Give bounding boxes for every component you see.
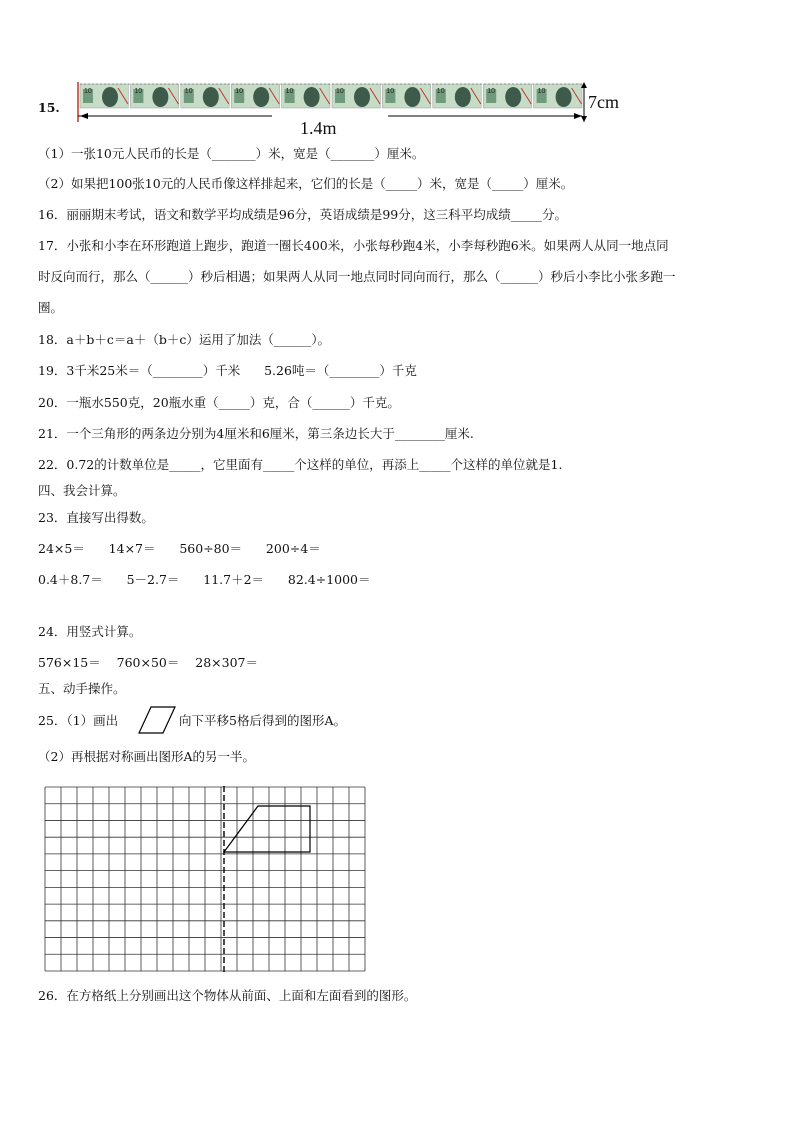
q23-row2: 0.4＋8.7＝ 5－2.7＝ 11.7＋2＝ 82.4÷1000＝ (38, 572, 371, 587)
grid-paper (44, 786, 368, 972)
banknote-value: 10 (84, 88, 92, 95)
banknote-value: 10 (487, 88, 495, 95)
banknote (332, 84, 380, 108)
banknote-value: 10 (285, 88, 294, 95)
portrait-icon (152, 87, 168, 107)
q24-row: 576×15＝ 760×50＝ 28×307＝ (38, 655, 259, 670)
q25-part1-pre: 25．（1）画出 (38, 713, 119, 728)
length-arrow-left (80, 113, 88, 119)
height-label: 7cm (588, 92, 619, 112)
banknote (181, 84, 229, 108)
banknote-value: 10 (134, 88, 143, 95)
banknote-strip-figure (38, 78, 638, 140)
parallelogram-figure (137, 705, 177, 735)
q19: 19．3千米25米＝（________）千米 5.26吨＝（________）千克 (38, 363, 417, 378)
q17-line2: 时反向而行，那么（______）秒后相遇；如果两人从同一地点同时同向而行，那么（______）秒后小李比小张多跑一 (38, 269, 676, 284)
length-arrow-right (574, 113, 582, 119)
banknote (433, 84, 481, 108)
banknote-value: 10 (184, 88, 193, 95)
q18: 18．a＋b＋c＝a＋（b＋c）运用了加法（______）。 (38, 332, 331, 347)
banknote-value: 10 (537, 88, 546, 95)
length-label: 1.4m (300, 118, 337, 138)
q20: 20．一瓶水550克，20瓶水重（_____）克，合（______）千克。 (38, 395, 400, 410)
q25-part1-post: 向下平移5格后得到的图形A。 (179, 713, 346, 728)
banknote (80, 84, 128, 108)
banknote (282, 84, 330, 108)
q15-part1: （1）一张10元人民币的长是（_______）米，宽是（_______）厘米。 (38, 146, 425, 161)
q23-title: 23．直接写出得数。 (38, 510, 154, 525)
q15-number: 15. (38, 100, 60, 115)
q25-part2: （2）再根据对称画出图形A的另一半。 (38, 749, 255, 764)
portrait-icon (203, 87, 219, 107)
banknote-value: 10 (235, 88, 243, 95)
section-5-heading: 五、动手操作。 (38, 681, 126, 696)
portrait-icon (253, 87, 269, 107)
portrait-icon (102, 87, 118, 107)
q21: 21．一个三角形的两条边分别为4厘米和6厘米，第三条边长大于________厘米. (38, 426, 474, 441)
section-4-heading: 四、我会计算。 (38, 483, 126, 498)
portrait-icon (404, 87, 420, 107)
portrait-icon (505, 87, 521, 107)
banknote-value: 10 (436, 88, 445, 95)
banknote (382, 84, 430, 108)
q22: 22．0.72的计数单位是_____，它里面有_____个这样的单位，再添上_____个这样的单位就是1. (38, 457, 563, 472)
banknote-value: 10 (336, 88, 344, 95)
q15-part2: （2）如果把100张10元的人民币像这样排起来，它们的长是（_____）米，宽是（_____）厘米。 (38, 176, 574, 191)
q23-row1: 24×5＝ 14×7＝ 560÷80＝ 200÷4＝ (38, 541, 321, 556)
banknote (130, 84, 178, 108)
portrait-icon (354, 87, 370, 107)
banknote-value: 10 (386, 88, 395, 95)
q26: 26．在方格纸上分别画出这个物体从前面、上面和左面看到的图形。 (38, 988, 417, 1003)
q16: 16．丽丽期末考试，语文和数学平均成绩是96分，英语成绩是99分，这三科平均成绩_____分。 (38, 207, 567, 222)
grid-lines (45, 787, 365, 971)
portrait-icon (455, 87, 471, 107)
q17-line1: 17．小张和小李在环形跑道上跑步，跑道一圈长400米，小张每秒跑4米，小李每秒跑6米。如果两人从同一地点同 (38, 238, 669, 253)
height-arrow-bottom (581, 116, 587, 122)
portrait-icon (556, 87, 572, 107)
q24-title: 24．用竖式计算。 (38, 624, 142, 639)
banknote (483, 84, 531, 108)
parallelogram-shape (139, 707, 175, 733)
q17-line3: 圈。 (38, 300, 64, 315)
banknote (231, 84, 279, 108)
banknote (534, 84, 582, 108)
banknote-row (80, 84, 584, 108)
portrait-icon (304, 87, 320, 107)
